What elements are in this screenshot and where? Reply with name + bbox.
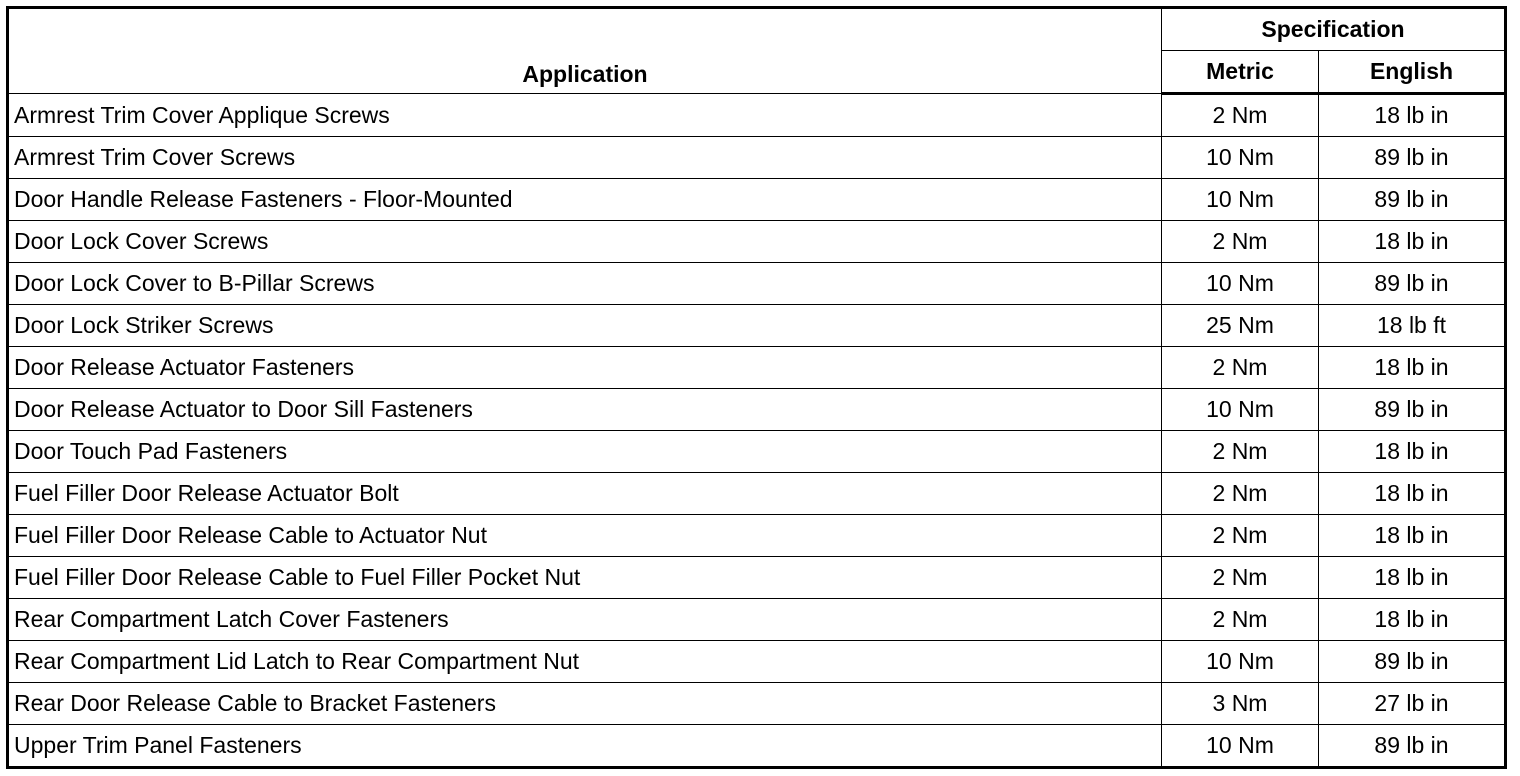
application-cell: Fuel Filler Door Release Actuator Bolt [8, 473, 1162, 515]
application-cell: Rear Compartment Lid Latch to Rear Compartment Nut [8, 641, 1162, 683]
metric-cell: 2 Nm [1162, 599, 1319, 641]
table-row [8, 137, 1506, 179]
english-cell: 18 lb in [1319, 473, 1506, 515]
metric-cell: 10 Nm [1162, 179, 1319, 221]
table-row [8, 683, 1506, 725]
application-cell: Fuel Filler Door Release Cable to Actuator Nut [8, 515, 1162, 557]
metric-cell: 2 Nm [1162, 557, 1319, 599]
english-header: English [1319, 51, 1506, 94]
english-cell: 18 lb in [1319, 221, 1506, 263]
application-cell: Door Touch Pad Fasteners [8, 431, 1162, 473]
english-cell: 18 lb in [1319, 94, 1506, 137]
table-row [8, 94, 1506, 137]
table-row [8, 347, 1506, 389]
application-cell: Door Release Actuator Fasteners [8, 347, 1162, 389]
english-cell: 27 lb in [1319, 683, 1506, 725]
application-header: Application [8, 8, 1162, 94]
english-cell: 89 lb in [1319, 179, 1506, 221]
english-cell: 18 lb ft [1319, 305, 1506, 347]
english-cell: 89 lb in [1319, 641, 1506, 683]
table-row [8, 389, 1506, 431]
metric-cell: 2 Nm [1162, 221, 1319, 263]
application-cell: Door Lock Cover to B-Pillar Screws [8, 263, 1162, 305]
metric-cell: 3 Nm [1162, 683, 1319, 725]
application-cell: Rear Door Release Cable to Bracket Fasteners [8, 683, 1162, 725]
table-header [8, 8, 1506, 94]
table-row [8, 263, 1506, 305]
application-cell: Upper Trim Panel Fasteners [8, 725, 1162, 768]
table-row [8, 179, 1506, 221]
english-cell: 89 lb in [1319, 389, 1506, 431]
english-cell: 18 lb in [1319, 515, 1506, 557]
metric-cell: 10 Nm [1162, 725, 1319, 768]
table-row [8, 725, 1506, 768]
table-row [8, 305, 1506, 347]
metric-cell: 10 Nm [1162, 263, 1319, 305]
metric-cell: 2 Nm [1162, 347, 1319, 389]
specification-header: Specification [1162, 8, 1506, 51]
application-cell: Door Release Actuator to Door Sill Fasteners [8, 389, 1162, 431]
metric-cell: 10 Nm [1162, 137, 1319, 179]
table-row [8, 473, 1506, 515]
english-cell: 89 lb in [1319, 725, 1506, 768]
metric-cell: 10 Nm [1162, 641, 1319, 683]
metric-cell: 2 Nm [1162, 94, 1319, 137]
table-body [8, 94, 1506, 768]
metric-cell: 2 Nm [1162, 431, 1319, 473]
english-cell: 89 lb in [1319, 137, 1506, 179]
table-row [8, 599, 1506, 641]
table-row [8, 515, 1506, 557]
application-cell: Armrest Trim Cover Screws [8, 137, 1162, 179]
english-cell: 18 lb in [1319, 599, 1506, 641]
application-cell: Armrest Trim Cover Applique Screws [8, 94, 1162, 137]
application-cell: Door Lock Striker Screws [8, 305, 1162, 347]
application-cell: Door Handle Release Fasteners - Floor-Mounted [8, 179, 1162, 221]
table-row [8, 431, 1506, 473]
metric-cell: 2 Nm [1162, 515, 1319, 557]
application-cell: Door Lock Cover Screws [8, 221, 1162, 263]
english-cell: 18 lb in [1319, 557, 1506, 599]
english-cell: 18 lb in [1319, 347, 1506, 389]
metric-cell: 10 Nm [1162, 389, 1319, 431]
metric-header: Metric [1162, 51, 1319, 94]
application-cell: Fuel Filler Door Release Cable to Fuel Filler Pocket Nut [8, 557, 1162, 599]
english-cell: 89 lb in [1319, 263, 1506, 305]
metric-cell: 2 Nm [1162, 473, 1319, 515]
table-row [8, 641, 1506, 683]
metric-cell: 25 Nm [1162, 305, 1319, 347]
application-cell: Rear Compartment Latch Cover Fasteners [8, 599, 1162, 641]
table-row [8, 221, 1506, 263]
english-cell: 18 lb in [1319, 431, 1506, 473]
table-row [8, 557, 1506, 599]
torque-spec-table [6, 6, 1507, 769]
